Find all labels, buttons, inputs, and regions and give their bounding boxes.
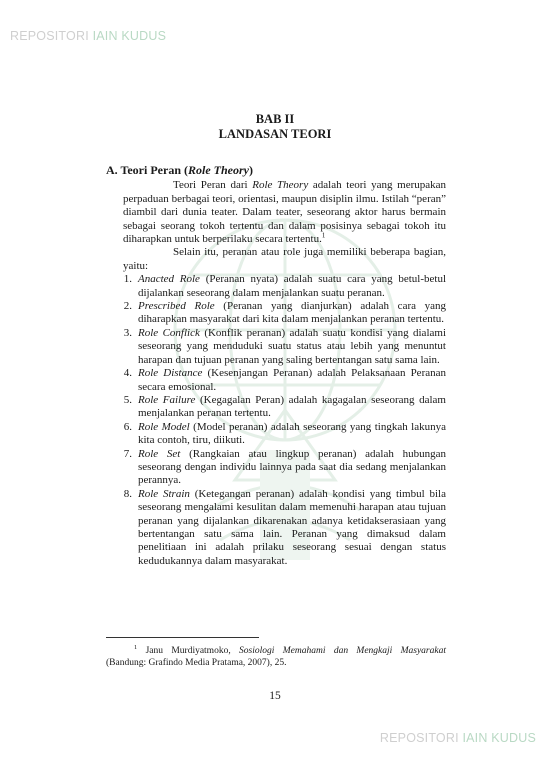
watermark-text-iain: IAIN KUDUS: [462, 731, 536, 745]
list-item: 7. Role Set (Rangkaian atau lingkup peranan) adalah hubungan seseorang dengan individu lainnya pada saat dia sedang menjalankan perannya.: [123, 447, 446, 487]
chapter-title: LANDASAN TEORI: [218, 127, 332, 141]
watermark-bottom: [380, 731, 536, 745]
list-item: 2. Prescribed Role (Peranan yang dianjurkan) adalah cara yang diharapkan masyarakat dari kita dalam menjalankan peranan tertentu.: [123, 300, 447, 326]
list-item: 3. Role Conflick (Konflik peranan) adalah suatu kondisi yang dialami seseorang yang menduduki suatu status atau lebih yang menuntut harapan dan tujuan peranan yang saling bertentangan satu sama lain.: [123, 326, 446, 366]
paragraph-intro: Teori Peran dari Role Theory adalah teori yang merupakan perpaduan berbagai teori, orientasi, maupun disiplin ilmu. Istilah “peran” diambil dari dunia teater. Dalam teater, seseorang aktor harus bermain sebagai seorang tokoh tertentu dan dalam posisinya sebagai tokoh itu diharapkan untuk berperilaku secara tertentu.$^1$: [123, 179, 447, 246]
role-list: [106, 273, 446, 568]
paragraph-roles-intro: Selain itu, peranan atau role juga memiliki beberapa bagian, yaitu:: [123, 246, 446, 272]
list-item: 5. Role Failure (Kegagalan Peran) adalah kagagalan seseorang dalam menjalankan peranan tertentu.: [123, 393, 446, 420]
section-title: A. Teori Peran (Role Theory): [106, 163, 253, 177]
footnote-divider: [106, 637, 259, 638]
watermark-top: [10, 29, 166, 43]
list-item: 1. Anacted Role (Peranan nyata) adalah suatu cara yang betul-betul dijalankan seseorang dalam menjalankan suatu peranan.: [123, 273, 447, 299]
chapter-number: BAB II: [255, 112, 295, 126]
footnote: $^1$ Janu Murdiyatmoko, Sosiologi Memahami dan Mengkaji Masyarakat (Bandung: Grafindo Media Pratama, 2007), 25.: [106, 643, 446, 668]
watermark-text-iain: IAIN KUDUS: [92, 29, 167, 43]
page-number: 15: [269, 690, 281, 702]
footnote-ref: 1: [321, 231, 326, 240]
list-item: 4. Role Distance (Kesenjangan Peranan) adalah Pelaksanaan Peranan secara emosional.: [123, 367, 446, 393]
watermark-text-repositori: REPOSITORI: [10, 29, 89, 43]
main-content: [106, 164, 446, 568]
watermark-text-repositori: REPOSITORI: [379, 731, 459, 745]
list-item: 6. Role Model (Model peranan) adalah seseorang yang tingkah lakunya kita contoh, tiru, diikuti.: [123, 420, 446, 447]
list-item: 8. Role Strain (Ketegangan peranan) adalah kondisi yang timbul bila seseorang mengalami kesulitan dalam memenuhi harapan atau tujuan peranan yang dijalankan dikarenakan adanya ketidakserasiaan yang bertentangan satu sama lain. Peranan yang dimaksud dalam penelitiaan ini adalah prilaku seseorang sesuai dengan status kedudukannya dalam masyarakat.: [123, 487, 446, 567]
